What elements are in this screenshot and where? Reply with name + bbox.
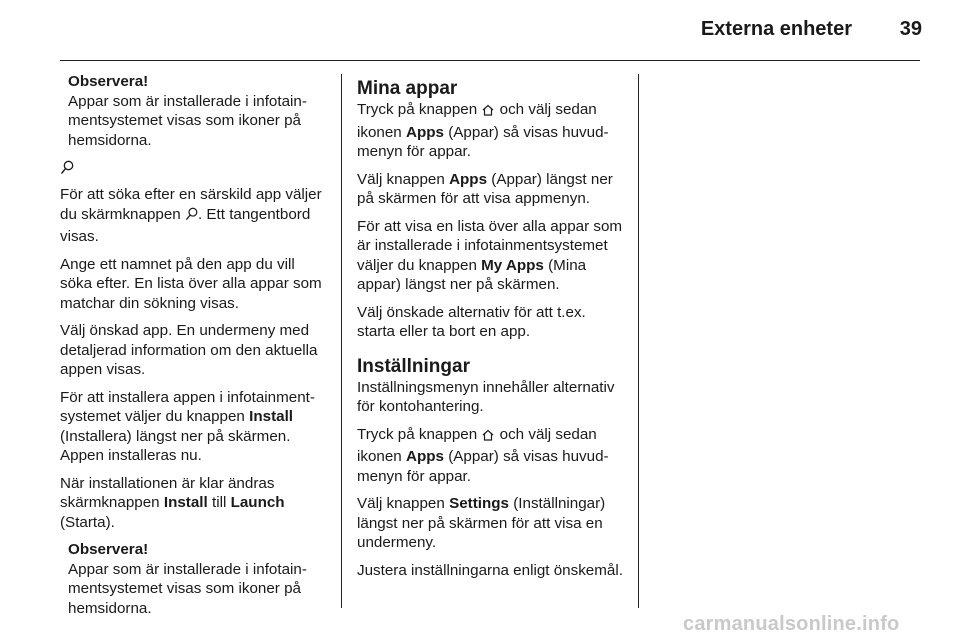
paragraph (357, 170, 625, 209)
home-icon (481, 428, 495, 448)
paragraph: Justera inställningarna enligt önskemål. (357, 561, 623, 579)
text: (Mina appar) längst ner på skärmen. (357, 256, 587, 293)
text: Välj knappen (357, 495, 445, 512)
paragraph: Välj önskade alternativ för att t.ex. starta eller ta bort en app. (357, 303, 586, 340)
paragraph: Välj önskad app. En undermeny med detaljerad information om den aktuella appen visas. (60, 322, 318, 378)
search-icon (60, 160, 328, 180)
button-name-apps: Apps (406, 448, 444, 465)
button-name-my-apps: My Apps (481, 256, 544, 274)
page-number: 39 (899, 18, 922, 40)
text: Tryck på knappen (357, 101, 478, 118)
heading-installningar: Inställningar (357, 355, 470, 377)
paragraph (357, 100, 625, 162)
search-icon (185, 207, 198, 228)
text: (Appar) längst ner på skärmen för att visa appmenyn. (357, 170, 613, 207)
paragraph (357, 494, 625, 553)
button-name-apps: Apps (449, 170, 488, 188)
note-title: Observera! (68, 73, 149, 90)
text: Tryck på knappen (357, 425, 478, 443)
paragraph: Ange ett namnet på den app du vill söka efter. En lista över alla appar som matchar din sökning visas. (60, 255, 322, 312)
header-rule (60, 60, 920, 61)
paragraph: Inställningsmenyn innehåller alternativ för kontohantering. (357, 378, 615, 415)
text: till (211, 494, 227, 511)
button-name-settings: Settings (449, 495, 509, 512)
column-left (60, 72, 328, 628)
column-middle (357, 78, 625, 588)
section-title: Externa enheter (700, 18, 852, 40)
text: För att söka efter en särskild app väljer du skärmknappen (60, 186, 322, 223)
paragraph (60, 388, 328, 466)
text: (Inställningar) längst ner på skärmen för att visa en undermeny. (357, 495, 606, 551)
text: (Appar) så visas huvudmenyn för appar. (357, 448, 609, 485)
text: För att visa en lista över alla appar som är installerade i infotainmentsystemet väljer du knappen (357, 217, 623, 274)
paragraph (357, 217, 625, 295)
text: . Ett tangentbord visas. (60, 205, 311, 245)
paragraph (357, 425, 625, 487)
button-name-install: Install (249, 408, 294, 425)
text: (Starta). (60, 513, 115, 531)
note-box (60, 72, 328, 150)
text: (Installera) längst ner på skärmen. Appen installeras nu. (60, 427, 291, 464)
note-title: Observera! (68, 541, 149, 558)
button-name-launch: Launch (230, 494, 285, 511)
paragraph (60, 474, 328, 533)
text: och välj sedan ikonen (357, 425, 597, 465)
note-text: Appar som är installerade i infotainmentsystemet visas som ikoner på hemsidorna. (68, 560, 307, 617)
note-box (60, 540, 328, 618)
text: För att installera appen i infotainmentsystemet väljer du knappen (60, 388, 315, 425)
column-divider-right (638, 74, 639, 608)
heading-mina-appar: Mina appar (357, 78, 458, 99)
text: Välj knappen (357, 170, 445, 188)
column-divider-left (341, 74, 342, 608)
button-name-install: Install (163, 494, 208, 511)
text: och välj sedan ikonen (357, 101, 597, 141)
home-icon (481, 103, 495, 123)
paragraph (60, 185, 328, 247)
note-text: Appar som är installerade i infotainmentsystemet visas som ikoner på hemsidorna. (68, 92, 307, 149)
button-name-apps: Apps (406, 123, 444, 141)
text: (Appar) så visas huvudmenyn för appar. (357, 123, 609, 160)
text: När installationen är klar ändras skärmknappen (60, 474, 275, 511)
watermark: carmanualsonline.info (683, 613, 900, 635)
